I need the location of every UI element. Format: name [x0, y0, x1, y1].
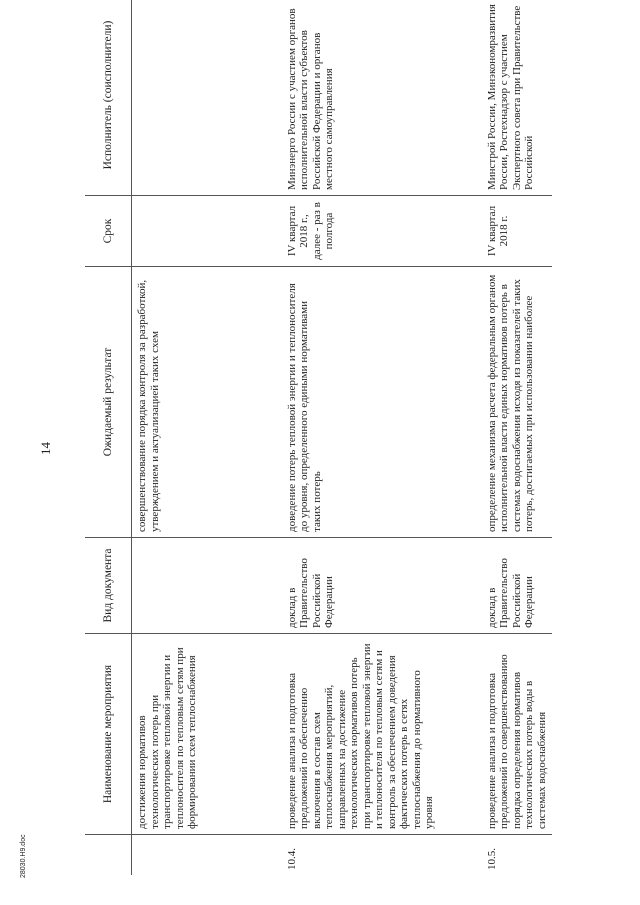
table-row: [482, 0, 553, 875]
row-name: проведение анализа и подготовка предложений по обеспечению включения в состав схем теплоснабжения мероприятий, направленных на достижение технологических нормативов потерь при транспортировке тепловой энергии и теплоносителя по тепловым сетям и контроль за обеспечением доведения фактических потерь в сетях теплоснабжения до нормативного уровня: [282, 634, 482, 835]
header-kind: Вид документа: [85, 538, 132, 634]
row-term: IV квартал 2018 г.: [482, 196, 553, 267]
row-num: 10.4.: [285, 848, 298, 870]
row-result: совершенствование порядка контроля за разработкой, утверждением и актуализацией таких схем: [132, 267, 282, 538]
table-row: [132, 0, 282, 875]
header-executor: Исполнитель (соисполнители): [85, 0, 132, 196]
page-number: 14: [38, 442, 53, 455]
rotated-table-container: [85, 4, 550, 875]
row-result: определение механизма расчета федеральным органом исполнительной власти единых нормативов потерь в системах водоснабжения исходя из показателей таких потерь, достигаемых при использовании наиболее: [482, 267, 553, 538]
row-kind: [132, 538, 282, 634]
row-name: достижения нормативов технологических потерь при транспортировке тепловой энергии и теплоносителя по тепловым сетям при формировании схем теплоснабжения: [132, 634, 282, 835]
table-row: [282, 0, 482, 875]
row-name: проведение анализа и подготовка предложений по совершенствованию порядка определения нормативов технологических потерь воды в системах водоснабжения: [482, 634, 553, 835]
header-result: Ожидаемый результат: [85, 267, 132, 538]
header-term: Срок: [85, 196, 132, 267]
row-num: 10.5.: [485, 848, 498, 870]
measures-table: [85, 0, 552, 875]
row-executor: [132, 0, 282, 196]
row-term: [132, 196, 282, 267]
row-kind: доклад в Правительство Российской Федерации: [482, 538, 553, 634]
footer-code: 28030.H9.doc: [20, 834, 27, 878]
row-executor: Минстрой России, Минэкономразвития России, Ростехнадзор с участием Экспертного совета при Правительстве Российской: [482, 0, 553, 196]
row-executor: Минэнерго России с участием органов исполнительной власти субъектов Российской Федерации и органов местного самоуправления: [282, 0, 482, 196]
row-term: IV квартал 2018 г., далее - раз в полгода: [282, 196, 482, 267]
header-num: [85, 835, 132, 876]
row-kind: доклад в Правительство Российской Федерации: [282, 538, 482, 634]
row-num: [132, 835, 282, 876]
table-header-row: [85, 0, 132, 875]
header-name: Наименование мероприятия: [85, 634, 132, 835]
row-result: доведение потерь тепловой энергии и теплоносителя до уровня, определенного едиными нормативами таких потерь: [282, 267, 482, 538]
